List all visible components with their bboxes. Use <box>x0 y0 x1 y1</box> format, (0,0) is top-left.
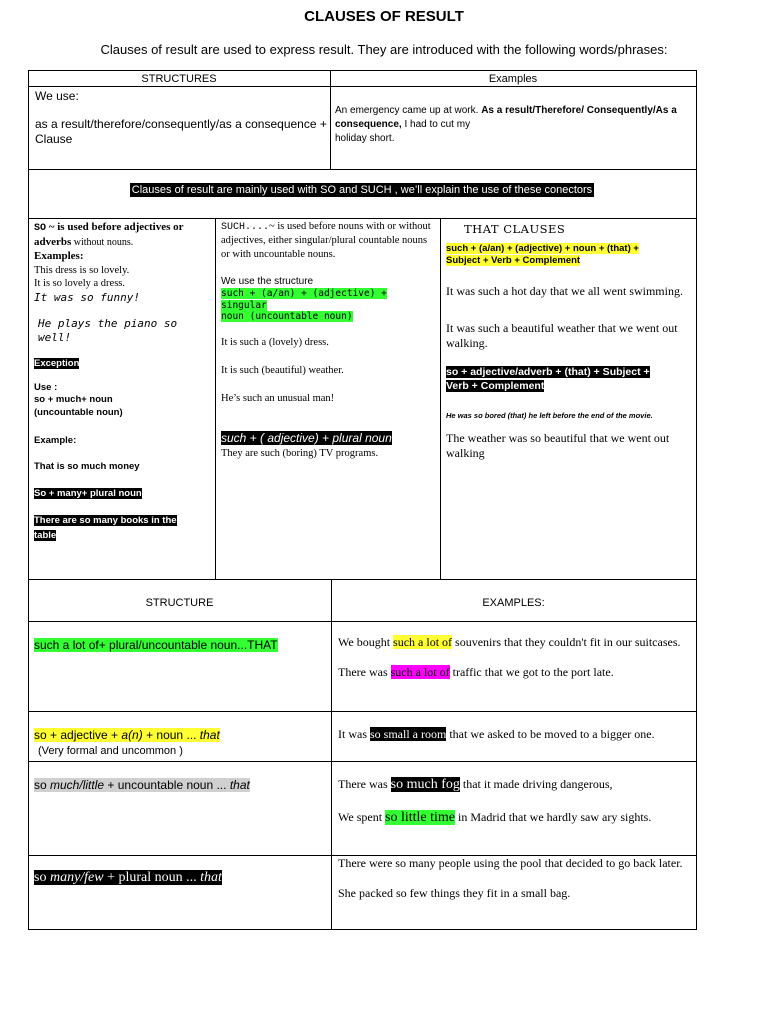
row3-example: We spent so little time in Madrid that we hardly saw ary sights. <box>338 809 652 825</box>
such-example: He’s such an unusual man! <box>221 392 335 404</box>
structure-header: STRUCTURE <box>145 597 214 609</box>
that-rule-such: such + (a/an) + (adjective) + noun + (that) + Subject + Verb + Complement <box>446 242 639 267</box>
exception-label: Exception <box>34 357 80 369</box>
that-example: It was such a beautiful weather that we went out walking. <box>446 320 678 350</box>
we-use-structure: We use the structure <box>221 276 314 288</box>
so-example: It was so funny! <box>34 290 140 304</box>
table2-border <box>28 929 696 930</box>
table1-border <box>440 218 441 580</box>
example-text: holiday short. <box>335 133 395 144</box>
use-rule: so + much+ noun <box>34 394 113 406</box>
examples-cell <box>335 104 691 146</box>
that-example: The weather was so beautiful that we went out walking <box>446 430 670 460</box>
row1-examples <box>338 635 690 680</box>
such-column <box>221 220 436 461</box>
table2-border <box>28 621 696 622</box>
such-example: It is such (beautiful) weather. <box>221 365 344 377</box>
that-example: It was such a hot day that we all went swimming. <box>446 283 683 298</box>
so-example: He plays the piano so well! <box>38 317 178 345</box>
such-heading: SUCH....~ is used before nouns with or without adjectives, either singular/plural countable nouns or with uncountable nouns. <box>221 221 431 260</box>
table2-border <box>696 579 697 930</box>
that-column <box>446 222 692 461</box>
so-example: This dress is so lovely. <box>34 264 130 276</box>
so-many-rule: So + many+ plural noun <box>34 487 142 499</box>
row2-example: It was so small a room that we asked to be moved to a bigger one. <box>338 727 655 741</box>
examples-label: Examples: <box>34 250 84 263</box>
row3-examples <box>338 776 690 828</box>
use-label: Use : <box>34 382 58 394</box>
table1-border <box>215 218 216 580</box>
intro-text: Clauses of result are used to express result. They are introduced with the following words/phrases: <box>100 42 668 57</box>
so-many-example: There are so many books in the table <box>34 515 177 541</box>
structures-cell <box>35 89 327 148</box>
table1-border <box>28 218 696 219</box>
row2-note: (Very formal and uncommon ) <box>38 744 183 757</box>
example-text: That is so much money <box>34 461 140 473</box>
examples-header: Examples <box>488 73 538 85</box>
that-example: He was so bored (that) he left before the end of the movie. <box>446 410 653 420</box>
examples-header: EXAMPLES: <box>482 597 545 609</box>
banner-text: Clauses of result are mainly used with SO and SUCH , we’ll explain the use of these conectors <box>131 184 593 196</box>
table1-border <box>28 169 696 170</box>
table2-border <box>28 579 29 930</box>
such-plural-rule: such + ( adjective) + plural noun <box>221 431 392 446</box>
we-use-label: We use: <box>35 89 79 103</box>
row2-structure <box>34 728 328 758</box>
so-heading: SO ~ is used before adjectives or adverbs without nouns. <box>34 221 184 248</box>
row2-rule: so + adjective + a(n) + noun ... that <box>34 728 220 742</box>
such-structure: such + (a/an) + (adjective) + singular noun (uncountable noun) <box>221 288 387 323</box>
table2-border <box>28 761 696 762</box>
example-label: Example: <box>34 435 77 447</box>
table1-border <box>28 70 29 580</box>
structure-line: as a result/therefore/consequently/as a consequence + <box>35 116 327 131</box>
page-title: CLAUSES OF RESULT <box>304 8 464 25</box>
row3-structure: so much/little + uncountable noun ... that <box>34 778 250 792</box>
so-column <box>34 220 212 544</box>
row4-example: She packed so few things they fit in a small bag. <box>338 885 571 900</box>
row3-example: There was so much fog that it made driving dangerous, <box>338 777 613 792</box>
table2-border <box>331 579 332 930</box>
table1-border <box>28 579 696 580</box>
structures-header: STRUCTURES <box>141 73 217 85</box>
structure-line: Clause <box>35 132 73 147</box>
row4-structure: so many/few + plural noun ... that <box>34 870 222 885</box>
banner <box>28 184 696 196</box>
example-text: An emergency came up at work. As a result/Therefore/ Consequently/As a consequence, I had to cut my <box>335 105 677 130</box>
such-example: It is such a (lovely) dress. <box>221 337 329 349</box>
row1-example: We bought such a lot of souvenirs that they couldn't fit in our suitcases. <box>338 635 681 649</box>
row4-examples <box>338 856 690 901</box>
table1-border <box>28 70 696 71</box>
that-rule-so: so + adjective/adverb + (that) + Subject + Verb + Complement <box>446 365 650 392</box>
that-heading: THAT CLAUSES <box>464 222 566 236</box>
row1-structure: such a lot of+ plural/uncountable noun...THAT <box>34 638 278 652</box>
row1-example: There was such a lot of traffic that we got to the port late. <box>338 664 614 679</box>
such-plural-example: They are such (boring) TV programs. <box>221 447 379 459</box>
so-example: It is so lovely a dress. <box>34 278 125 290</box>
table1-border <box>696 70 697 580</box>
table2-border <box>28 711 696 712</box>
use-rule: (uncountable noun) <box>34 406 123 418</box>
row4-example: There were so many people using the pool that decided to go back later. <box>338 856 683 870</box>
